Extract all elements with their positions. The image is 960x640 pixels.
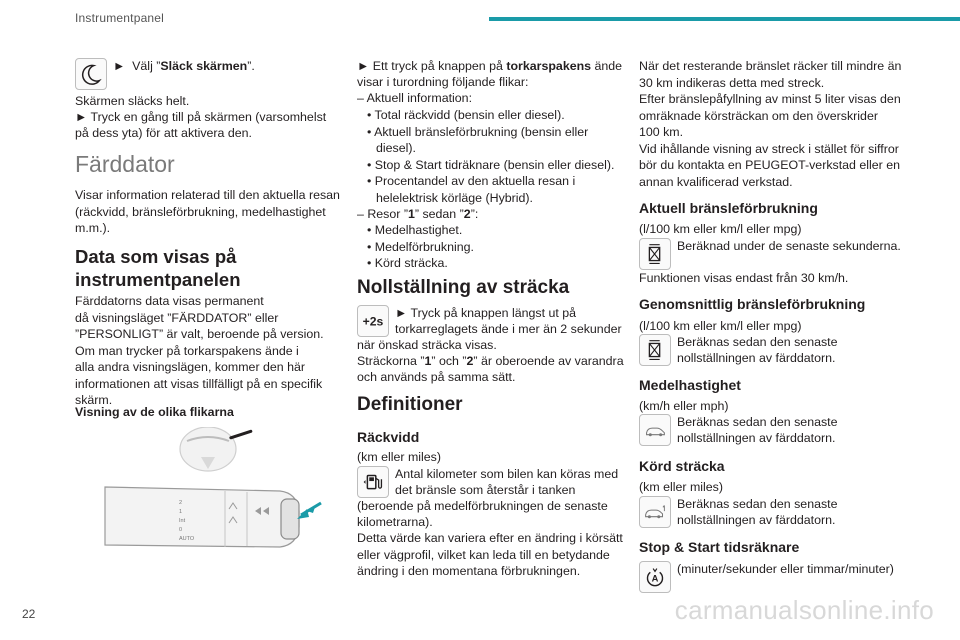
current-fuel-note: Funktionen visas endast från 30 km/h. xyxy=(639,271,849,285)
avg-speed-desc-2: nollställningen av färddatorn. xyxy=(677,431,836,445)
watermark: carmanualsonline.info xyxy=(674,595,934,625)
heading-avg-fuel: Genomsnittlig bränsleförbrukning xyxy=(639,296,866,312)
press-again-line-1: ► Tryck en gång till på skärmen (varsomhelst xyxy=(75,110,327,124)
current-fuel-desc: Beräknad under de senaste sekunderna. xyxy=(677,239,901,253)
reset-line-1: ► Tryck på knappen längst ut på xyxy=(395,306,577,320)
stalk-label-2: 2 xyxy=(179,500,183,506)
distance-desc-1: Beräknas sedan den senaste xyxy=(677,497,838,511)
stalk-label-int: Int xyxy=(179,518,186,524)
fuel-consumption-icon xyxy=(639,238,671,270)
distance-unit: (km eller miles) xyxy=(639,480,723,494)
heading-stop-start: Stop & Start tidsräknare xyxy=(639,539,800,555)
avg-fuel-unit: (l/100 km eller km/l eller mpg) xyxy=(639,319,802,333)
moon-icon xyxy=(75,58,107,90)
plus-2s-icon xyxy=(357,305,389,337)
press-again-line-2: på dess yta) för att aktivera den. xyxy=(75,126,253,140)
step-select-screen-off: ► Välj ”Släck skärmen”. xyxy=(113,59,255,73)
current-fuel-unit: (l/100 km eller km/l eller mpg) xyxy=(639,222,802,236)
heading-data-shown: Data som visas på instrumentpanelen xyxy=(75,246,241,290)
heading-definitions: Definitioner xyxy=(357,394,463,415)
stalk-label-1: 1 xyxy=(179,509,183,515)
range-desc-1: Antal kilometer som bilen kan köras med xyxy=(395,467,619,481)
range-unit: (km eller miles) xyxy=(357,450,441,464)
heading-range: Räckvidd xyxy=(357,429,420,445)
avg-fuel-desc-2: nollställningen av färddatorn. xyxy=(677,351,836,365)
reset-line-3: när önskad sträcka visas. xyxy=(357,338,497,352)
range-desc-2: det bränsle som återstår i tanken xyxy=(395,483,576,497)
current-info-heading: – Aktuell information: xyxy=(357,91,473,105)
header-accent-bar xyxy=(489,17,960,21)
range-more: Detta värde kan variera efter en ändring i körsätt eller vägprofil, vilket kan leda till en betydande ändring i den momentana förbrukningen. xyxy=(357,531,623,578)
trips-independent-line-2: och används på samma sätt. xyxy=(357,370,516,384)
data-description: Färddatorns data visas permanent då visningsläget ”FÄRDDATOR” eller ”PERSONLIGT” är valt, beroende på version. Om man trycker på torkarspakens ände i alla andra visningslägen, kommer den här informationen att visas tillfälligt på en specifik skärm. xyxy=(75,294,324,407)
reset-icon-label: +2s xyxy=(362,314,384,329)
tabs-order-line: visar i turordning följande flikar: xyxy=(357,75,529,89)
avg-speed-desc-1: Beräknas sedan den senaste xyxy=(677,415,838,429)
heading-avg-speed: Medelhastighet xyxy=(639,377,741,393)
range-desc-4: kilometrarna). xyxy=(357,515,433,529)
distance-car-icon xyxy=(639,496,671,528)
trips-independent-line: Sträckorna ”1” och ”2” är oberoende av varandra xyxy=(357,354,624,368)
stop-start-desc: (minuter/sekunder eller timmar/minuter) xyxy=(677,562,894,576)
reset-line-2: torkarreglagets ände i mer än 2 sekunder xyxy=(395,322,622,336)
stalk-label-0: 0 xyxy=(179,527,183,533)
wiper-stalk-illustration xyxy=(75,427,323,560)
stop-start-icon xyxy=(639,561,671,593)
distance-desc-2: nollställningen av färddatorn. xyxy=(677,513,836,527)
low-fuel-text: När det resterande bränslet räcker till mindre än 30 km indikeras detta med streck. Efter bränslepåfyllning av minst 5 liter visas den omräknade körsträckan om den överskrider 100 km. Vid ihållande visning av streck i stället för siffror bör du kontakta en PEUGEOT-verkstad eller en annan kvalificerad verkstad. xyxy=(639,59,902,189)
heading-trip-reset: Nollställning av sträcka xyxy=(357,277,570,298)
screen-off-text: Skärmen släcks helt. xyxy=(75,94,190,108)
page-number: 22 xyxy=(22,607,36,621)
svg-text:A: A xyxy=(651,573,659,584)
avg-speed-unit: (km/h eller mph) xyxy=(639,399,729,413)
speed-car-icon xyxy=(639,414,671,446)
current-info-bullets: • Total räckvidd (bensin eller diesel). • Aktuell bränsleförbrukning (bensin eller diesel). • Stop & Start tidräknare (bensin eller diesel). • Procentandel av den aktuella resan i helelektrisk körläge (Hybrid). xyxy=(367,108,615,205)
avg-fuel-icon xyxy=(639,334,671,366)
section-title: Instrumentpanel xyxy=(75,11,165,25)
stalk-label-auto: AUTO xyxy=(179,536,195,542)
tabs-heading: Visning av de olika flikarna xyxy=(75,405,234,419)
heading-current-fuel: Aktuell bränsleförbrukning xyxy=(639,200,818,216)
trips-heading: – Resor ”1” sedan ”2”: xyxy=(357,207,479,221)
heading-distance: Körd sträcka xyxy=(639,458,725,474)
trip-description: Visar information relaterad till den aktuella resan (räckvidd, bränsleförbrukning, medelhastighet m.m.). xyxy=(75,188,340,235)
heading-trip-computer: Färddator xyxy=(75,151,175,177)
fuel-pump-icon xyxy=(357,466,389,498)
trip-bullets: • Medelhastighet. • Medelförbrukning. • Körd sträcka. xyxy=(367,223,474,270)
press-wiper-line: ► Ett tryck på knappen på torkarspakens ände xyxy=(357,59,623,73)
range-desc-3: (beroende på medelförbrukningen de senaste xyxy=(357,499,608,513)
avg-fuel-desc-1: Beräknas sedan den senaste xyxy=(677,335,838,349)
